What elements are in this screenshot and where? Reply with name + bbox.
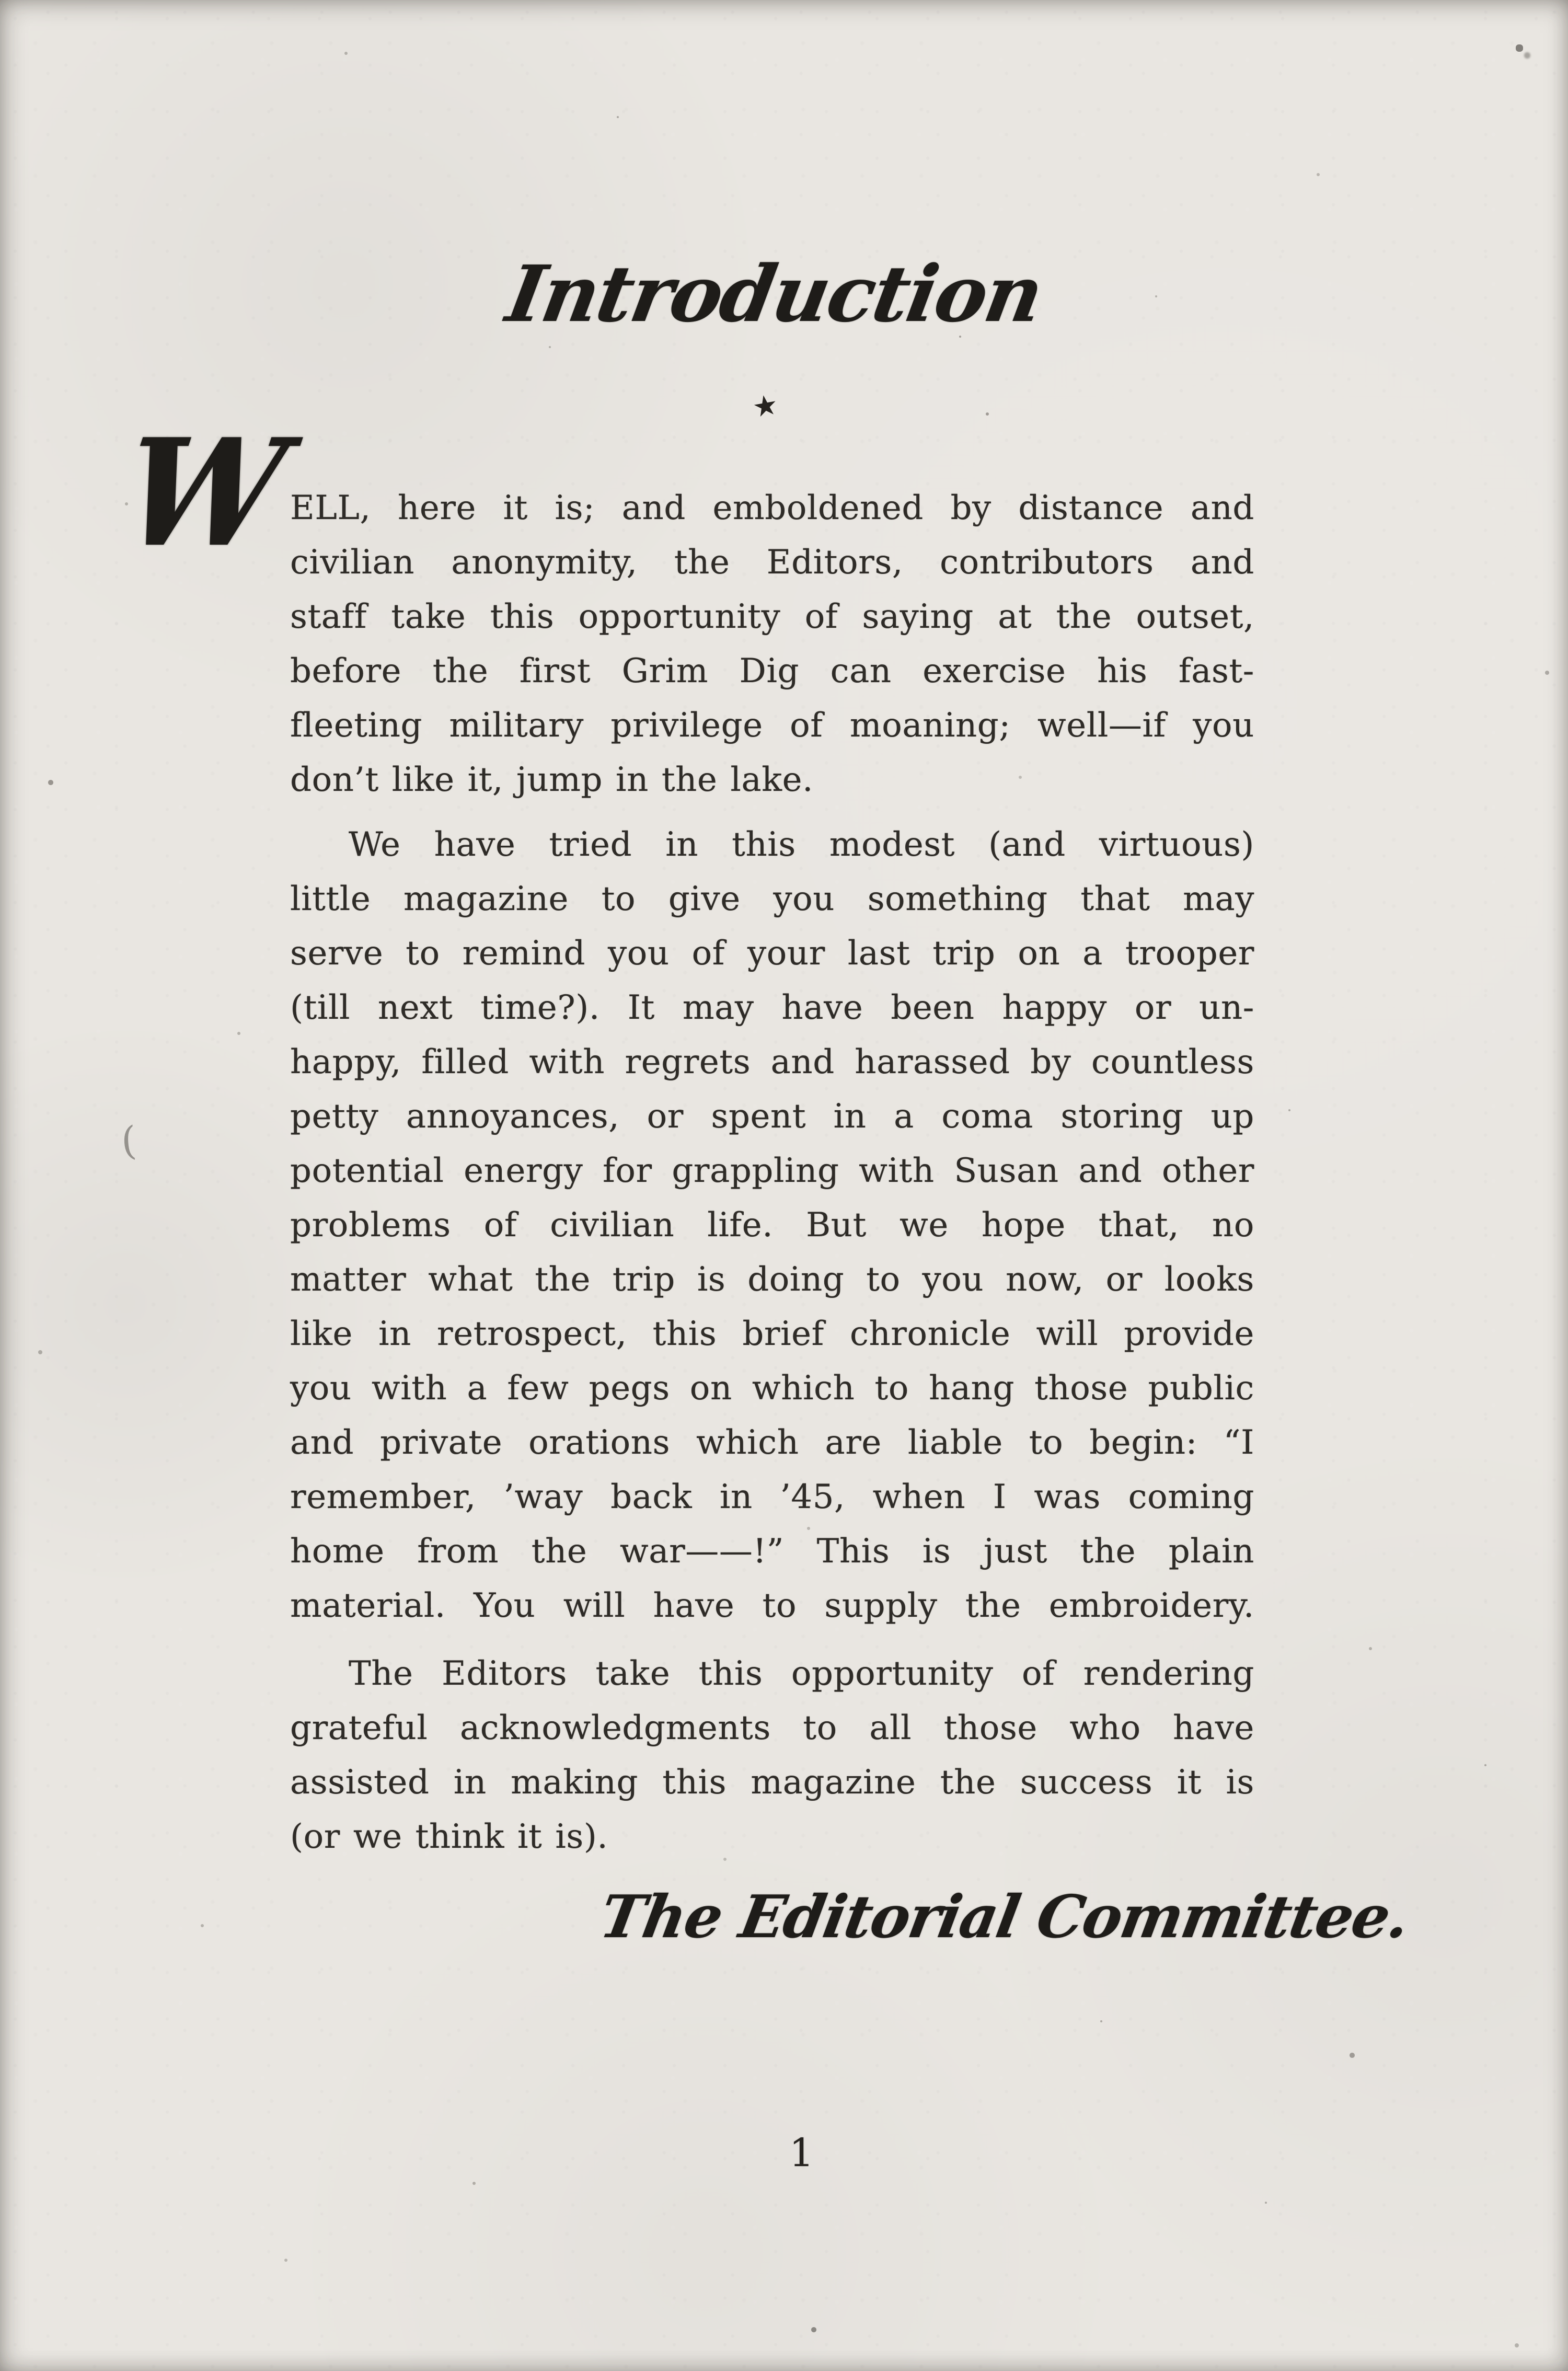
signature: The Editorial Committee. — [595, 1883, 1414, 1951]
text-line: staff take this opportunity of saying at the outset, — [290, 597, 1254, 636]
text-line: and private orations which are liable to begin: “I — [290, 1423, 1254, 1462]
text-line: home from the war——!” This is just the plain — [290, 1532, 1254, 1571]
paragraph-3 — [290, 1647, 1254, 1864]
drop-cap-letter: W — [112, 406, 296, 580]
text-line: grateful acknowledgments to all those who have — [290, 1709, 1254, 1747]
scan-edge-artifact: ( — [120, 1118, 138, 1164]
text-line: matter what the trip is doing to you now, or looks — [290, 1260, 1254, 1299]
body-text-block — [290, 481, 1254, 1864]
text-line: material. You will have to supply the embroidery. — [290, 1586, 1254, 1625]
text-line: fleeting military privilege of moaning; well—if you — [290, 706, 1254, 745]
text-line: The Editors take this opportunity of rendering — [349, 1654, 1254, 1693]
star-ornament-icon: ★ — [750, 387, 781, 424]
text-line: happy, filled with regrets and harassed by countless — [290, 1043, 1254, 1081]
text-line: (or we think it is). — [290, 1817, 608, 1856]
text-line: before the first Grim Dig can exercise his fast- — [290, 652, 1254, 690]
text-line: problems of civilian life. But we hope that, no — [290, 1206, 1254, 1245]
page-number: 1 — [789, 2131, 814, 2176]
text-line: serve to remind you of your last trip on a trooper — [290, 934, 1254, 973]
text-line: (till next time?). It may have been happy or un- — [290, 988, 1254, 1027]
text-line: We have tried in this modest (and virtuous) — [349, 825, 1254, 864]
text-line: like in retrospect, this brief chronicle will provide — [290, 1315, 1254, 1353]
text-line: assisted in making this magazine the success it is — [290, 1763, 1254, 1802]
paragraph-2 — [290, 818, 1254, 1633]
text-line: you with a few pegs on which to hang those public — [290, 1369, 1254, 1408]
text-line: don’t like it, jump in the lake. — [290, 761, 814, 799]
page-title: Introduction — [500, 248, 1049, 339]
text-line: potential energy for grappling with Susan and other — [290, 1152, 1254, 1190]
paper-speckles — [0, 0, 2, 2]
text-line: petty annoyances, or spent in a coma storing up — [290, 1097, 1254, 1136]
text-line: civilian anonymity, the Editors, contributors and — [290, 543, 1254, 582]
paragraph-1 — [290, 481, 1254, 807]
text-line: remember, ’way back in ’45, when I was coming — [290, 1478, 1254, 1516]
text-line: ELL, here it is; and emboldened by distance and — [290, 489, 1254, 527]
text-line: little magazine to give you something that may — [290, 880, 1254, 918]
